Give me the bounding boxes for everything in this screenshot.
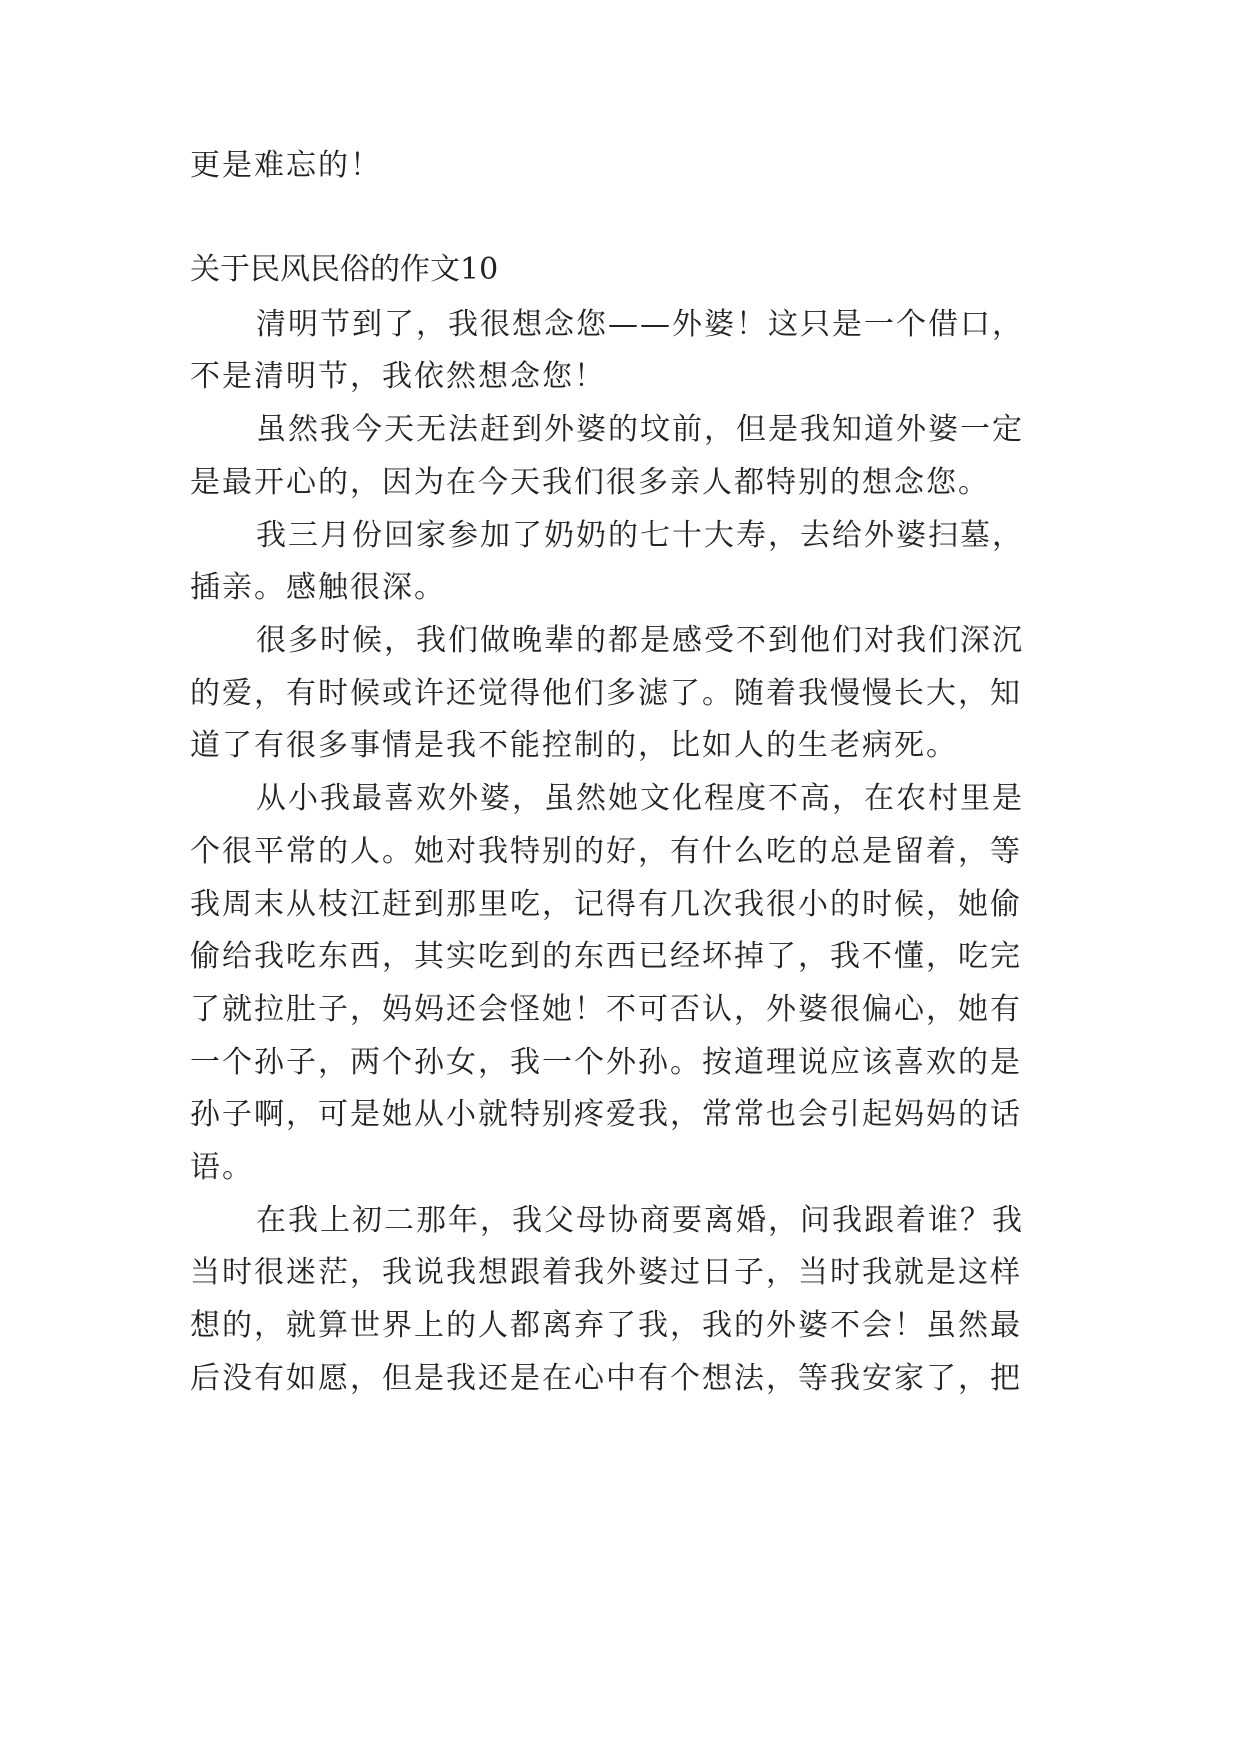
text-line: 孙子啊，可是她从小就特别疼爱我，常常也会引起妈妈的话 <box>190 1097 1022 1132</box>
text-line: 在我上初二那年，我父母协商要离婚，问我跟着谁？我 <box>256 1203 1024 1238</box>
text-line: 一个孙子，两个孙女，我一个外孙。按道理说应该喜欢的是 <box>190 1045 1022 1080</box>
text-line: 更是难忘的！ <box>190 148 382 183</box>
text-line: 清明节到了，我很想念您——外婆！这只是一个借口， <box>256 307 1024 342</box>
section-title: 关于民风民俗的作文10 <box>190 252 499 287</box>
text-line: 想的，就算世界上的人都离弃了我，我的外婆不会！虽然最 <box>190 1308 1022 1343</box>
text-line: 不是清明节，我依然想念您！ <box>190 359 606 394</box>
text-line: 插亲。感触很深。 <box>190 570 446 605</box>
text-line: 虽然我今天无法赶到外婆的坟前，但是我知道外婆一定 <box>256 412 1024 447</box>
text-line: 的爱，有时候或许还觉得他们多滤了。随着我慢慢长大，知 <box>190 676 1022 711</box>
text-line: 是最开心的，因为在今天我们很多亲人都特别的想念您。 <box>190 465 990 500</box>
text-line: 从小我最喜欢外婆，虽然她文化程度不高，在农村里是 <box>256 781 1024 816</box>
text-line: 语。 <box>190 1150 254 1185</box>
text-line: 很多时候，我们做晚辈的都是感受不到他们对我们深沉 <box>256 623 1024 658</box>
text-line: 后没有如愿，但是我还是在心中有个想法，等我安家了，把 <box>190 1361 1022 1396</box>
text-line: 个很平常的人。她对我特别的好，有什么吃的总是留着，等 <box>190 834 1022 869</box>
text-line: 偷给我吃东西，其实吃到的东西已经坏掉了，我不懂，吃完 <box>190 939 1022 974</box>
text-line: 了就拉肚子，妈妈还会怪她！不可否认，外婆很偏心，她有 <box>190 992 1022 1027</box>
text-line: 道了有很多事情是我不能控制的，比如人的生老病死。 <box>190 728 958 763</box>
text-line: 我三月份回家参加了奶奶的七十大寿，去给外婆扫墓， <box>256 518 1024 553</box>
text-line: 我周末从枝江赶到那里吃，记得有几次我很小的时候，她偷 <box>190 887 1022 922</box>
text-line: 当时很迷茫，我说我想跟着我外婆过日子，当时我就是这样 <box>190 1255 1022 1290</box>
